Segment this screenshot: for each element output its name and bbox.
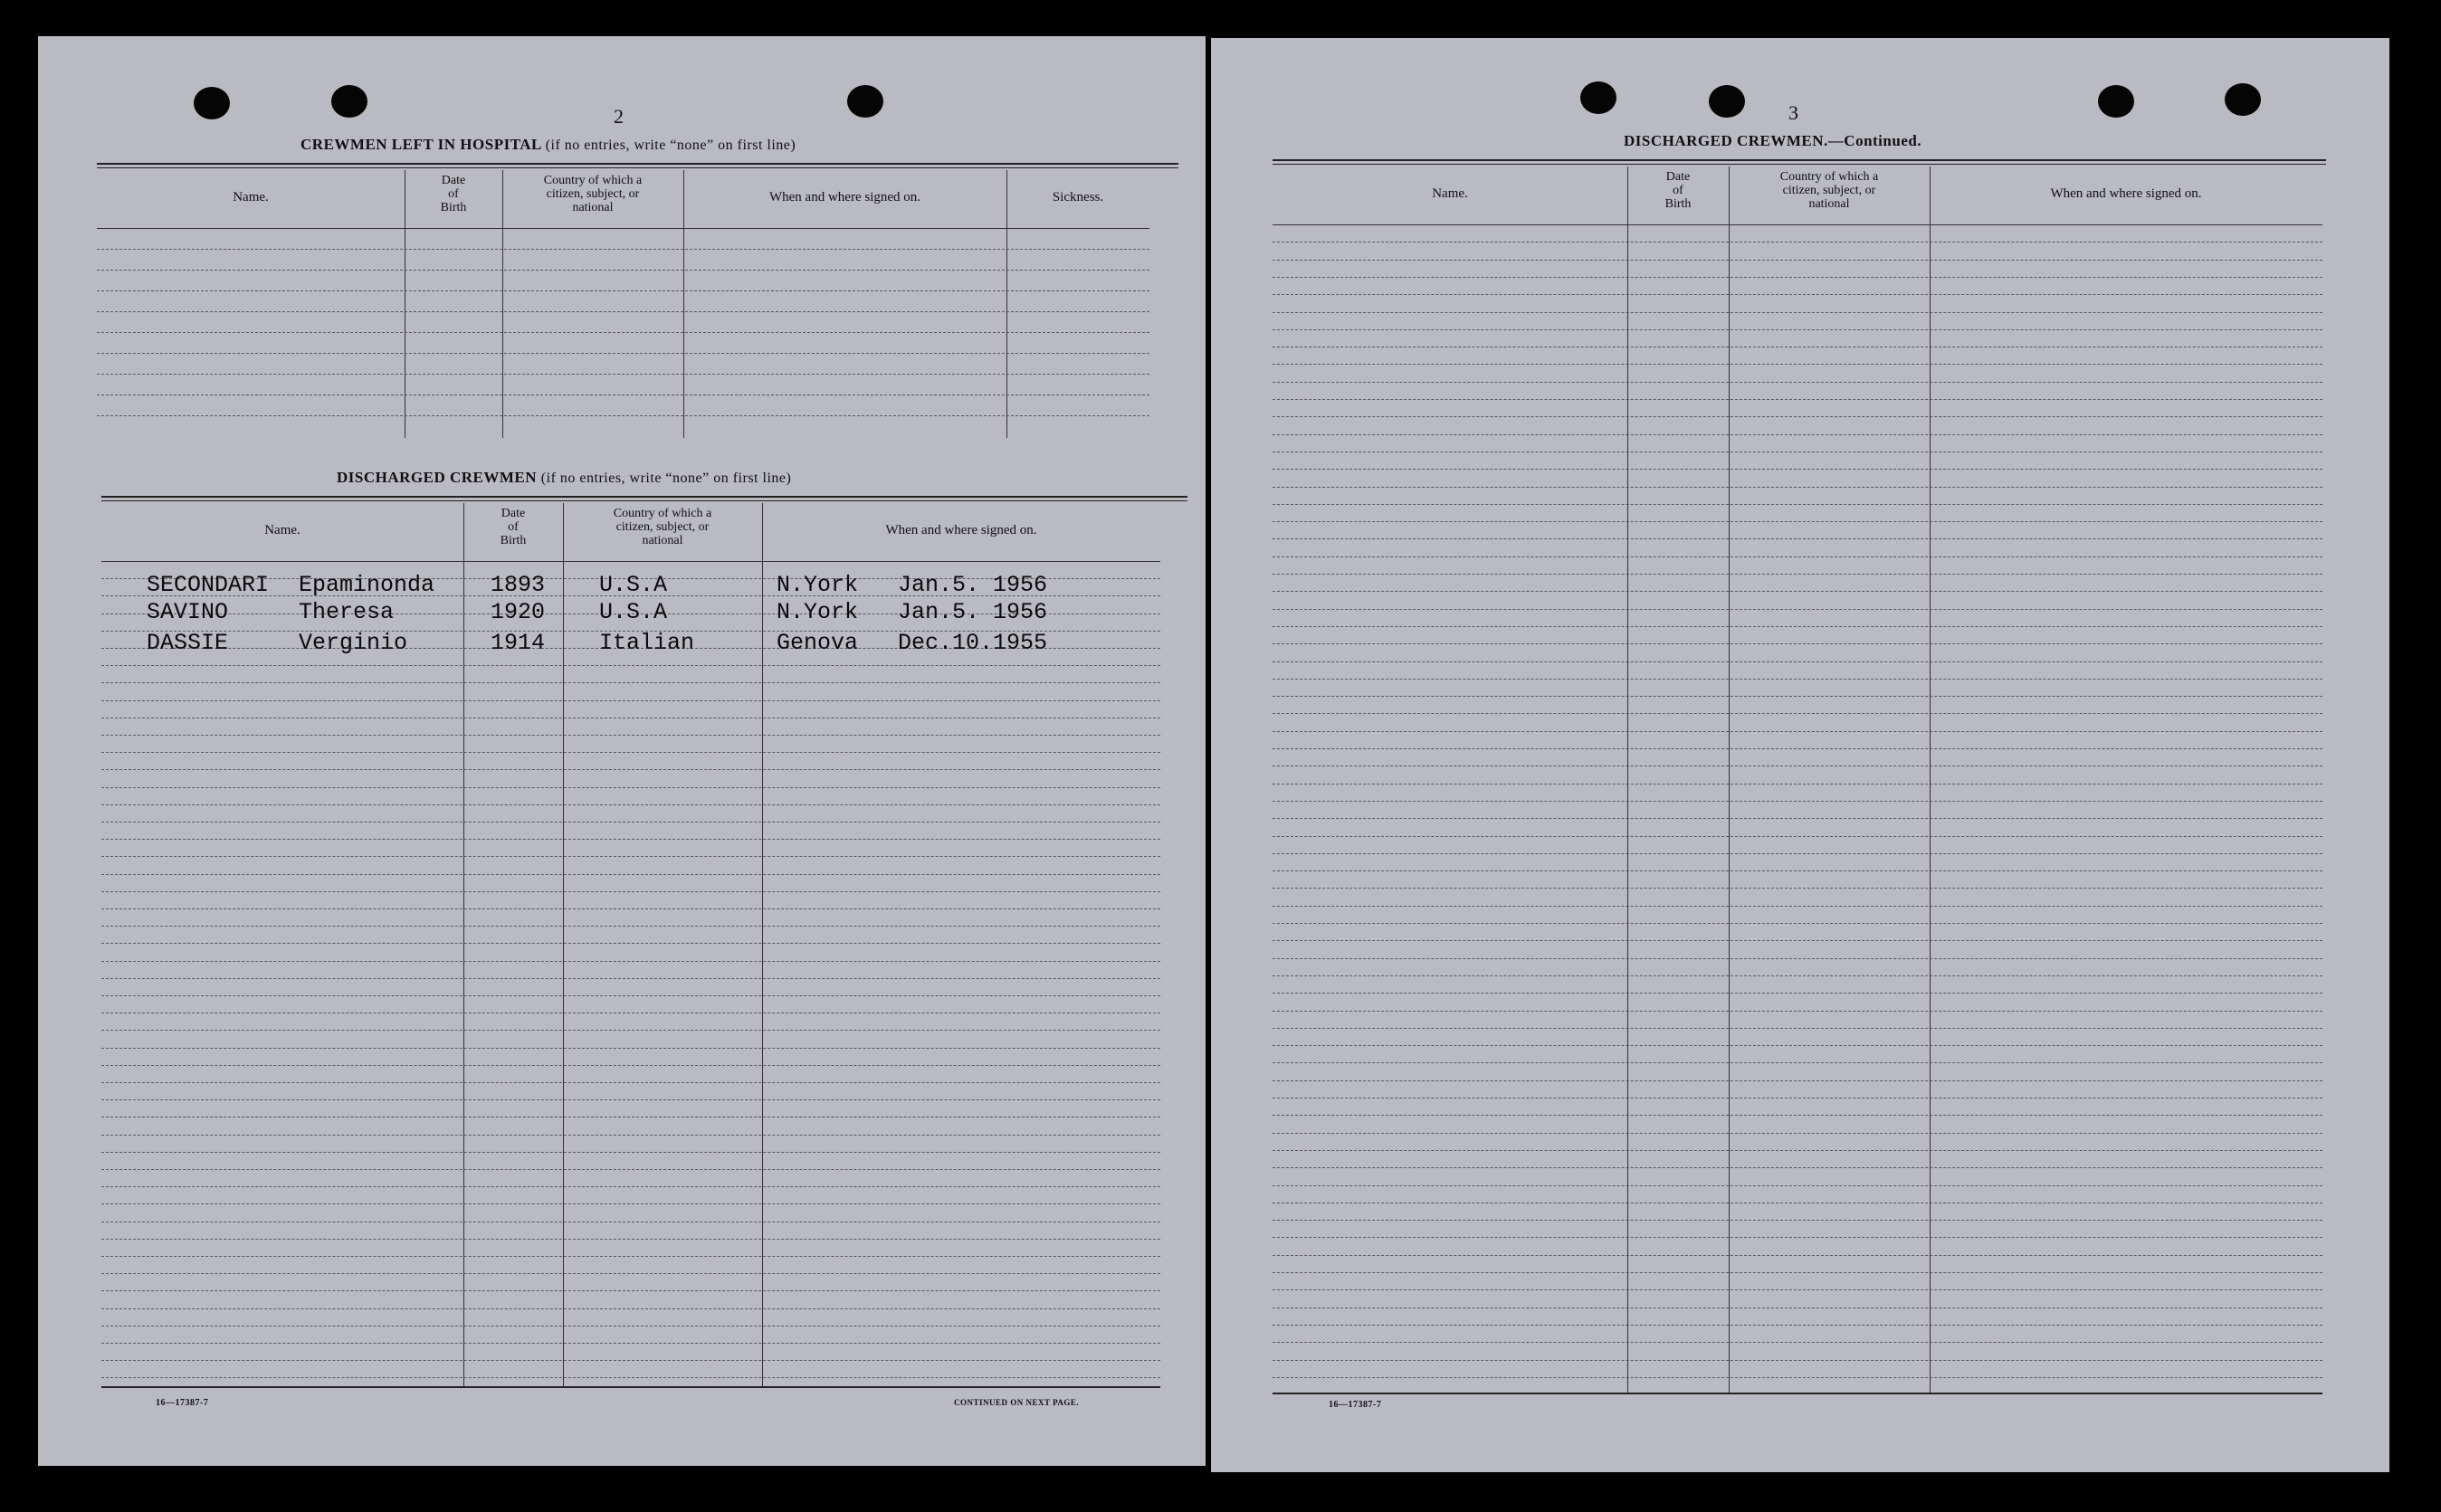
header-rule [1273,224,2322,225]
ruled-line [1273,538,2322,539]
crew-given-name: Epaminonda [299,572,435,598]
ruled-line [1273,487,2322,488]
ruled-line [97,311,1149,312]
ruled-line [1273,574,2322,575]
ruled-line [1273,1062,2322,1063]
ruled-line [1273,416,2322,417]
signed-on-place: Genova [777,630,859,656]
header-dob: Date of Birth [1664,170,1692,211]
ruled-line [1273,731,2322,732]
punch-hole [847,85,883,118]
header-dob: Date of Birth [440,174,467,214]
punch-hole [1709,85,1745,118]
ruled-line [101,787,1160,788]
ruled-line [1273,801,2322,802]
ruled-line [101,839,1160,840]
ruled-line [101,1273,1160,1274]
crew-birth-year: 1893 [491,572,546,598]
column-divider [563,503,564,1386]
ruled-line [101,1290,1160,1291]
header-signed: When and where signed on. [885,523,1037,537]
ruled-line [101,1169,1160,1170]
hospital-title-note: (if no entries, write “none” on first line) [545,138,796,153]
ruled-line [1273,382,2322,383]
signed-on-date: Jan.5. 1956 [898,599,1048,625]
table-bottom-rule [1273,1393,2322,1394]
hospital-title-text: CREWMEN LEFT IN HOSPITAL [300,136,541,153]
ruled-line [101,752,1160,753]
ruled-line [101,1048,1160,1049]
ruled-line [101,1360,1160,1361]
ruled-line [1273,818,2322,819]
ruled-line [101,1326,1160,1327]
punch-hole [194,87,230,119]
ruled-line [1273,748,2322,749]
ruled-line [1273,1220,2322,1221]
header-signed: When and where signed on. [2050,186,2202,201]
signed-on-date: Dec.10.1955 [898,630,1048,656]
punch-hole [2098,85,2134,118]
crew-given-name: Verginio [299,630,408,656]
crew-birth-year: 1920 [491,599,546,625]
ruled-line [1273,609,2322,610]
ruled-line [1273,643,2322,644]
crew-given-name: Theresa [299,599,395,625]
ruled-line [101,735,1160,736]
right-page [1211,38,2389,1472]
ruled-line [1273,713,2322,714]
ruled-line [101,874,1160,875]
ruled-line [101,891,1160,892]
ruled-line [1273,958,2322,959]
table-bottom-rule [101,1386,1160,1388]
ruled-line [101,1239,1160,1240]
ruled-line [101,908,1160,909]
crew-birth-year: 1914 [491,630,546,656]
ruled-line [1273,1115,2322,1116]
signed-on-place: N.York [777,572,859,598]
ruled-line [101,995,1160,996]
ruled-line [97,290,1149,291]
column-divider [762,503,763,1386]
right-top-rule [1273,159,2326,165]
ruled-line [1273,504,2322,505]
ruled-line [1273,364,2322,365]
ruled-line [101,1343,1160,1344]
crew-country: Italian [599,630,695,656]
ruled-line [101,926,1160,927]
ruled-line [101,769,1160,770]
ruled-line [97,249,1149,250]
header-name: Name. [264,523,300,537]
continued-note: CONTINUED ON NEXT PAGE. [954,1398,1080,1407]
header-country: Country of which a citizen, subject, or national [613,507,712,547]
crew-surname: SECONDARI [147,572,270,598]
ruled-line [101,1203,1160,1204]
crew-country: U.S.A [599,572,668,598]
signed-on-date: Jan.5. 1956 [898,572,1048,598]
ruled-line [1273,784,2322,785]
form-number: 16—17387-7 [1329,1400,1382,1410]
ruled-line [1273,1150,2322,1151]
ruled-line [1273,940,2322,941]
ruled-line [1273,277,2322,278]
header-name: Name. [1432,186,1468,201]
ruled-line [1273,1133,2322,1134]
ruled-line [101,1186,1160,1187]
punch-hole [2225,83,2261,116]
ruled-line [101,1256,1160,1257]
crew-surname: SAVINO [147,599,229,625]
ruled-line [1273,696,2322,697]
ruled-line [101,961,1160,962]
left-page [38,36,1206,1466]
ruled-line [97,353,1149,354]
column-divider [502,170,503,438]
punch-hole [1580,81,1616,114]
ruled-line [101,822,1160,823]
ruled-line [1273,312,2322,313]
ruled-line [1273,591,2322,592]
ruled-line [1273,626,2322,627]
ruled-line [97,415,1149,416]
ruled-line [97,332,1149,333]
ruled-line [1273,1167,2322,1168]
ruled-line [1273,923,2322,924]
ruled-line [101,1135,1160,1136]
form-number: 16—17387-7 [156,1398,209,1408]
column-divider [683,170,684,438]
ruled-line [101,1099,1160,1100]
ruled-line [101,1082,1160,1083]
hospital-top-rule [97,163,1178,168]
ruled-line [101,665,1160,666]
hospital-section-title [300,136,796,154]
header-rule [97,228,1149,229]
ruled-line [101,943,1160,944]
discharged-section-title [337,469,791,487]
crew-country: U.S.A [599,599,668,625]
ruled-line [1273,521,2322,522]
ruled-line [1273,260,2322,261]
ruled-line [1273,1028,2322,1029]
ruled-line [1273,294,2322,295]
ruled-line [1273,975,2322,976]
ruled-line [1273,661,2322,662]
ruled-line [101,978,1160,979]
ruled-line [1273,434,2322,435]
ruled-line [1273,1255,2322,1256]
ruled-line [101,1308,1160,1309]
punch-hole [331,85,367,118]
ruled-line [1273,1377,2322,1378]
ruled-line [1273,1045,2322,1046]
ruled-line [1273,399,2322,400]
header-country: Country of which a citizen, subject, or national [543,174,643,214]
ruled-line [1273,1011,2322,1012]
ruled-line [101,1065,1160,1066]
page-number: 2 [614,105,624,128]
ruled-line [1273,836,2322,837]
discharged-title-text: DISCHARGED CREWMEN [337,469,538,486]
header-country: Country of which a citizen, subject, or national [1779,170,1879,211]
ruled-line [1273,1360,2322,1361]
header-sickness: Sickness. [1052,190,1104,204]
ruled-line [1273,1080,2322,1081]
ruled-line [101,856,1160,857]
header-name: Name. [233,190,269,204]
signed-on-place: N.York [777,599,859,625]
ruled-line [1273,1342,2322,1343]
ruled-line [97,270,1149,271]
column-divider [1006,170,1007,438]
discharged-top-rule [101,496,1187,501]
ruled-line [1273,853,2322,854]
ruled-line [101,1152,1160,1153]
ruled-line [1273,870,2322,871]
ruled-line [101,700,1160,701]
header-signed: When and where signed on. [768,190,921,204]
column-divider [1930,166,1931,1393]
ruled-line [1273,888,2322,889]
ruled-line [1273,469,2322,470]
ruled-line [1273,993,2322,994]
page-number: 3 [1788,101,1798,124]
column-divider [463,503,464,1386]
header-rule [101,561,1160,562]
column-divider [1627,166,1628,1393]
ruled-line [1273,1237,2322,1238]
ruled-line [1273,1272,2322,1273]
header-dob: Date of Birth [500,507,527,547]
ruled-line [1273,329,2322,330]
ruled-line [97,374,1149,375]
ruled-line [1273,1325,2322,1326]
ruled-line [101,804,1160,805]
ruled-line [101,1030,1160,1031]
crew-surname: DASSIE [147,630,229,656]
ruled-line [1273,1289,2322,1290]
ruled-line [101,1377,1160,1378]
ruled-line [101,682,1160,683]
ruled-line [1273,1185,2322,1186]
ruled-line [1273,906,2322,907]
ruled-line [1273,679,2322,680]
discharged-title-note: (if no entries, write “none” on first line) [540,471,792,486]
column-divider [1729,166,1730,1393]
ruled-line [1273,556,2322,557]
right-section-title: DISCHARGED CREWMEN.—Continued. [1624,132,1922,149]
